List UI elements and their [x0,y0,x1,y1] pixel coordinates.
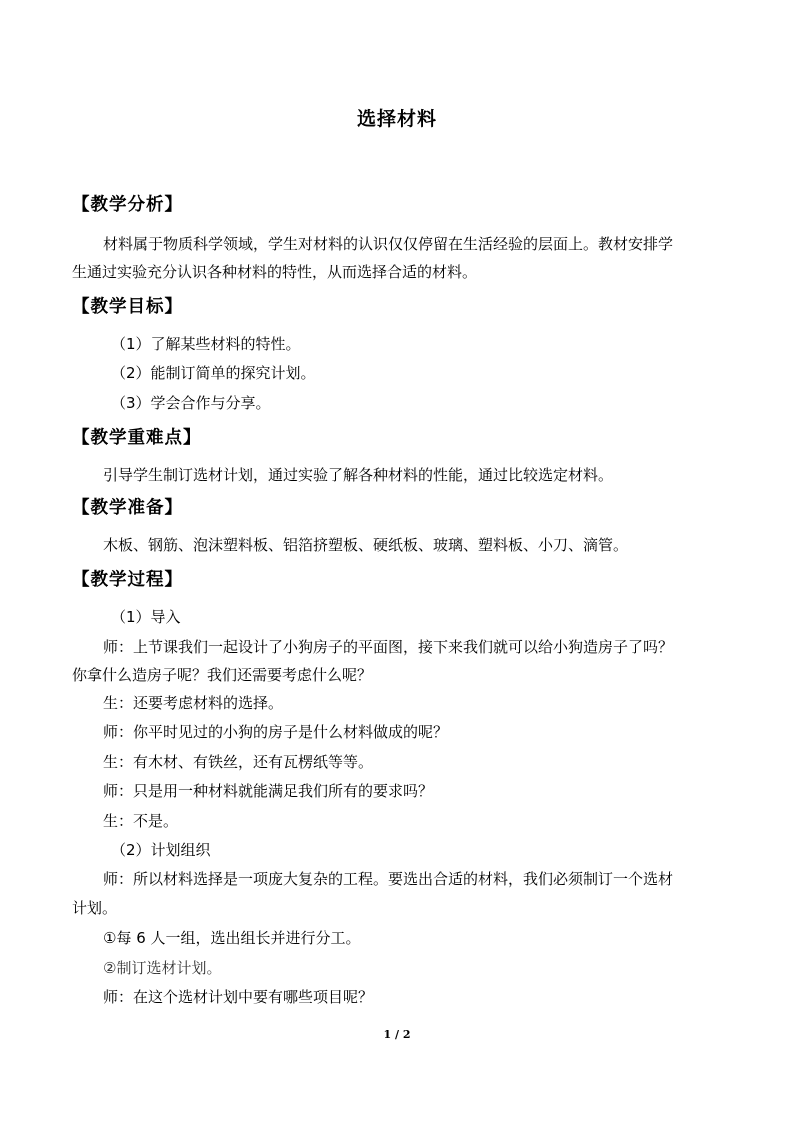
page-title: 选择材料 [356,108,437,130]
heading-process: 【教学过程】 [72,570,183,590]
process-step-1: （1）导入 [111,608,181,626]
process-line-3: 师：你平时见过的小狗的房子是什么材料做成的呢？ [103,723,449,741]
process-line-9: ②制订选材计划。 [103,959,222,977]
process-line-7-cont: 计划。 [72,899,118,917]
analysis-line-2: 生通过实验充分认识各种材料的特性，从而选择合适的材料。 [72,263,478,281]
process-line-2: 生：还要考虑材料的选择。 [103,694,284,712]
process-line-1: 师：上节课我们一起设计了小狗房子的平面图，接下来我们就可以给小狗造房子了吗？ [103,638,674,656]
process-line-4: 生：有木材、有铁丝，还有瓦楞纸等等。 [103,753,374,771]
process-line-10: 师：在这个选材计划中要有哪些项目呢？ [103,988,374,1006]
heading-key-points: 【教学重难点】 [72,428,202,448]
goal-item-2: （2）能制订简单的探究计划。 [111,364,316,382]
process-line-1-cont: 你拿什么造房子呢？我们还需要考虑什么呢？ [72,666,373,684]
process-line-7: 师：所以材料选择是一项庞大复杂的工程。要选出合适的材料，我们必须制订一个选材 [103,870,674,888]
key-points-text: 引导学生制订选材计划，通过实验了解各种材料的性能，通过比较选定材料。 [103,466,614,484]
heading-analysis: 【教学分析】 [72,195,183,215]
goal-item-1: （1）了解某些材料的特性。 [111,335,301,353]
process-line-6: 生：不是。 [103,812,179,830]
goal-item-3: （3）学会合作与分享。 [111,394,271,412]
analysis-line-1: 材料属于物质科学领域，学生对材料的认识仅仅停留在生活经验的层面上。教材安排学 [103,235,674,253]
preparation-text: 木板、钢筋、泡沫塑料板、铝箔挤塑板、硬纸板、玻璃、塑料板、小刀、滴管。 [103,536,629,554]
page-number: 1 / 2 [383,1028,411,1041]
process-line-8: ①每 6 人一组，选出组长并进行分工。 [103,929,361,947]
process-line-5: 师：只是用一种材料就能满足我们所有的要求吗？ [103,782,434,800]
heading-goals: 【教学目标】 [72,297,183,317]
heading-preparation: 【教学准备】 [72,498,183,518]
process-step-2: （2）计划组织 [111,841,211,859]
